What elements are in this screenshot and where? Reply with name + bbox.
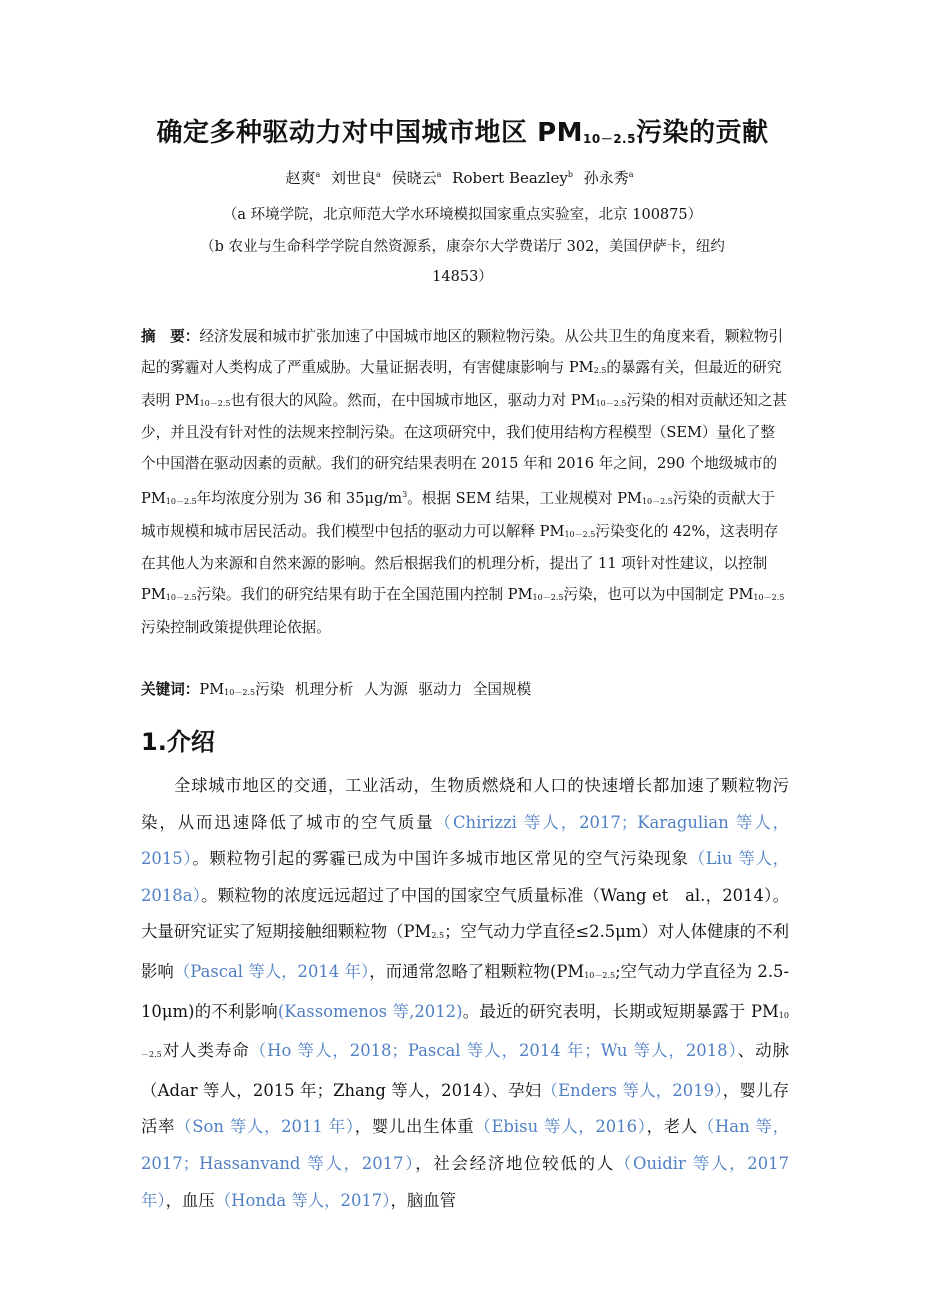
affiliation-a: （a 环境学院，北京师范大学水环境模拟国家重点实验室，北京 100875） [222, 207, 703, 223]
section-heading: 1.介绍 [141, 728, 215, 756]
author-name: Robert Beazley [452, 169, 568, 187]
abstract [141, 322, 789, 644]
author-name: 孙永秀 [583, 169, 629, 187]
author-name: 刘世良 [331, 169, 377, 187]
paper-title: 确定多种驱动力对中国城市地区 $PM_{10-2.5}$污染的贡献 [156, 118, 769, 148]
author-list: 赵爽$^a$ 刘世良$^a$ 侯晓云$^a$ Robert Beazley$^b$ 孙永秀$^a$ [285, 169, 634, 187]
keyword: 机理分析 [294, 681, 354, 698]
keyword: 驱动力 [418, 681, 463, 698]
title-subscript: 10－2.5 [583, 132, 636, 146]
citation: （Ouidir 等人，2017 年） [141, 1153, 789, 1210]
keyword: $PM_{10-2.5}$污染 [199, 681, 285, 698]
citation: （Chirizzi 等人，2017；Karagulian 等人，2015） [141, 812, 789, 869]
citation: （Son 等人，2011 年） [175, 1117, 355, 1137]
keywords-label: 关键词： [141, 681, 200, 698]
citation: （Ho 等人，2018；Pascal 等人，2014 年；Wu 等人，2018） [249, 1041, 738, 1061]
citation: （Han 等，2017；Hassanvand 等人，2017） [141, 1117, 790, 1173]
citation: （Pascal 等人，2014 年） [173, 961, 370, 981]
citation: （Liu 等人，2018a） [141, 849, 790, 905]
citation: （Enders 等人，2019） [541, 1080, 723, 1100]
keyword: 全国规模 [472, 681, 532, 698]
abstract-label: 摘 要： [141, 328, 200, 345]
citation: (Kassomenos 等,2012) [277, 1001, 463, 1021]
affiliation-b: （b 农业与生命科学学院自然资源系，康奈尔大学费诺厅 302，美国伊萨卡，纽约 [200, 239, 725, 255]
citation: （Honda 等人，2017） [214, 1190, 391, 1210]
author-name: 侯晓云 [391, 169, 437, 187]
paragraph: 全球城市地区的交通，工业活动，生物质燃烧和人口的快速增长都加速了颗粒物污染，从而迅速降低了城市的空气质量（Chirizzi 等人，2017；Karagulian 等人，2015）。颗粒物引起的雾霾已成为中国许多城市地区常见的空气污染现象（Liu 等人，2018a）。颗粒物的浓度远远超过了中国的国家空气质量标准（Wang et al.，2014）。大量研究证实了短期接触细颗粒物（$PM_{2.5}$；空气动力学直径≤2.5μm）对人体健康的不利影响（Pascal 等人，2014 年），而通常忽略了粗颗粒物($PM_{10-2.5}$;空气动力学直径为 2.5-10μm)的不利影响(Kassomenos 等,2012)。最近的研究表明，长期或短期暴露于 $PM_{10-2.5}$对人类寿命（Ho 等人，2018；Pascal 等人，2014 年；Wu 等人，2018）、动脉（Adar 等人，2015 年；Zhang 等人，2014）、孕妇（Enders 等人，2019），婴儿存活率（Son 等人，2011 年），婴儿出生体重（Ebisu 等人，2016），老人（Han 等，2017；Hassanvand 等人，2017），社会经济地位较低的人（Ouidir 等人，2017 年），血压（Honda 等人，2017），脑血管 [141, 776, 790, 1210]
section-body [141, 768, 789, 1219]
keyword: 人为源 [363, 681, 408, 698]
abstract-text: 摘 要：经济发展和城市扩张加速了中国城市地区的颗粒物污染。从公共卫生的角度来看，颗粒物引起的雾霾对人类构成了严重威胁。大量证据表明，有害健康影响与 $PM_{2.5}$的暴露有关，但最近的研究表明 $PM_{10-2.5}$也有很大的风险。然而，在中国城市地区，驱动力对 $PM_{10-2.5}$污染的相对贡献还知之甚少，并且没有针对性的法规来控制污染。在这项研究中，我们使用结构方程模型（SEM）量化了整个中国潜在驱动因素的贡献。我们的研究结果表明在 2015 年和 2016 年之间，290 个地级城市的 $PM_{10-2.5}$年均浓度分别为 36 和 $35\mu g/m^3$。根据 SEM 结果，工业规模对 $PM_{10-2.5}$污染的贡献大于城市规模和城市居民活动。我们模型中包括的驱动力可以解释 $PM_{10-2.5}$污染变化的 42%，这表明存在其他人为来源和自然来源的影响。然后根据我们的机理分析，提出了 11 项针对性建议，以控制 $PM_{10-2.5}$污染。我们的研究结果有助于在全国范围内控制 $PM_{10-2.5}$污染，也可以为中国制定 $PM_{10-2.5}$污染控制政策提供理论依据。 [141, 328, 788, 637]
keywords [141, 678, 789, 699]
author-name: 赵爽 [285, 169, 316, 187]
citation: （Ebisu 等人，2016） [474, 1117, 647, 1137]
affiliation-b-postcode: 14853） [432, 269, 493, 285]
